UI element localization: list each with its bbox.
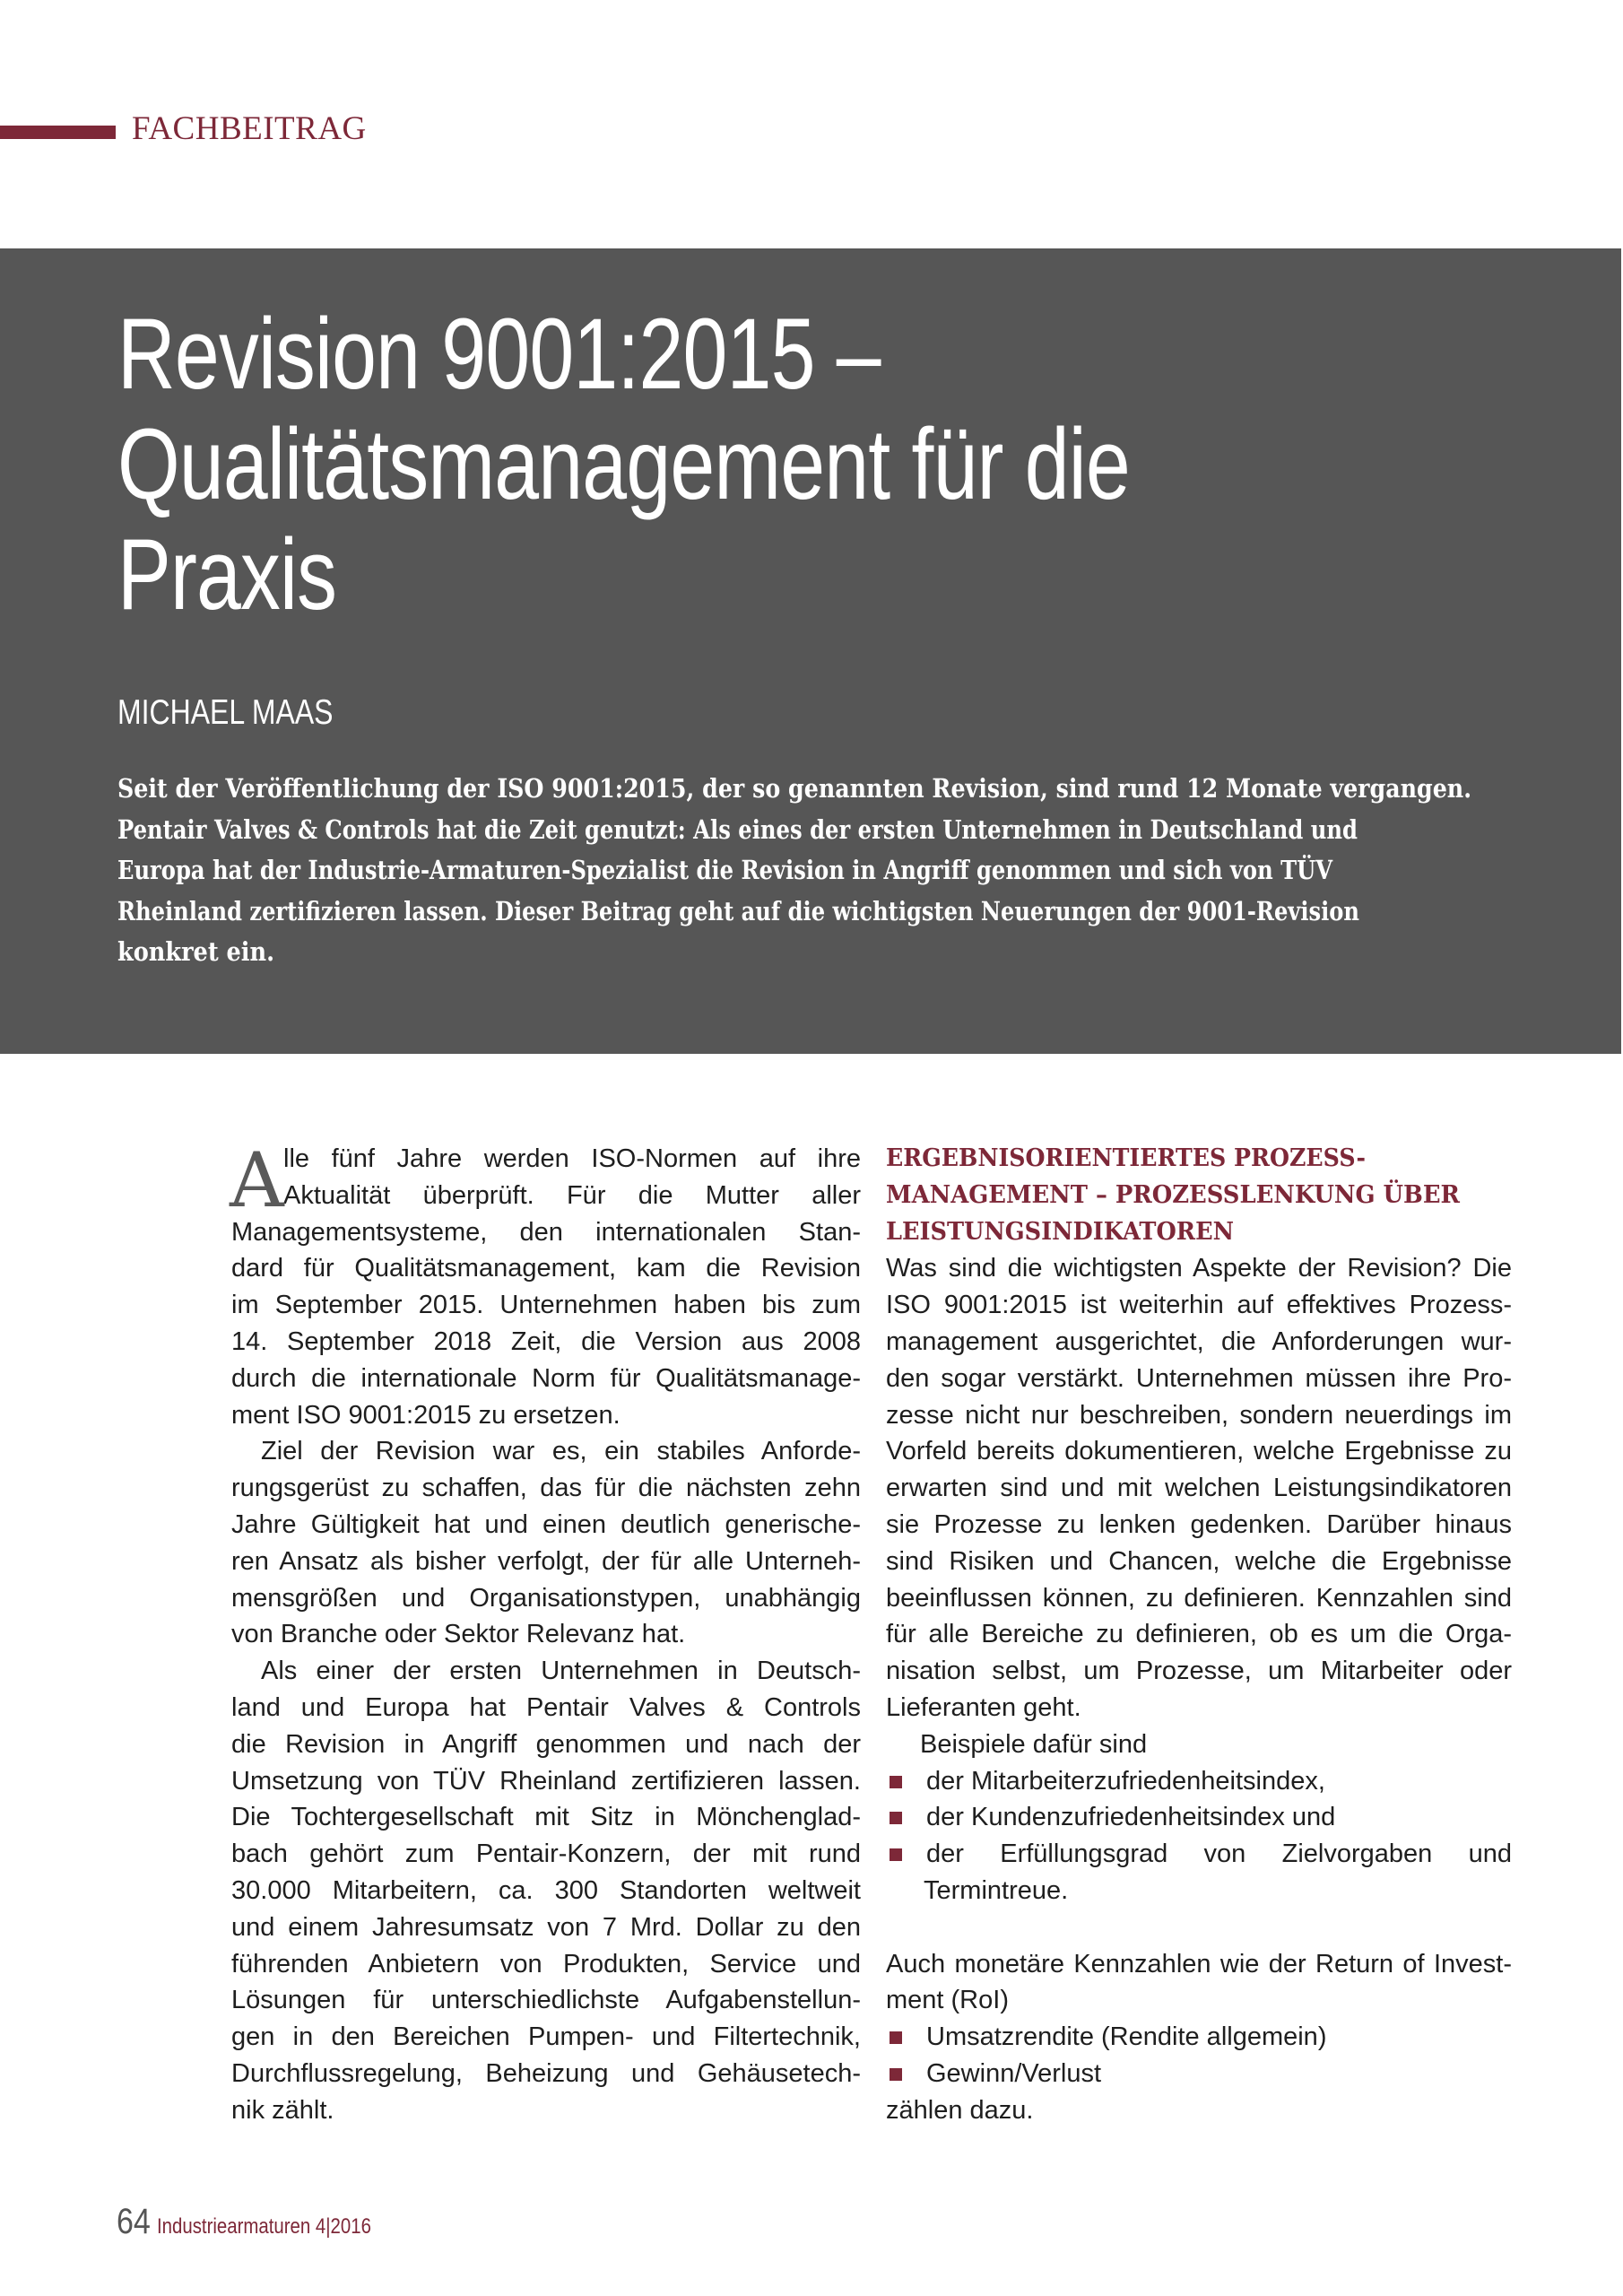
list-item-text: der Erfüllungsgrad von Zielvorgaben und [926,1839,1512,1869]
body-line: im September 2015. Unternehmen haben bis zum [231,1291,861,1320]
body-line: durch die internationale Norm für Qualitätsmanage- [231,1363,861,1393]
title-line: Revision 9001:2015 – [117,298,881,410]
body-line: den sogar verstärkt. Unternehmen müssen ihre Pro- [886,1363,1512,1393]
page-footer [117,2202,409,2242]
body-line: Durchflussregelung, Beheizung und Gehäusetech- [231,2058,861,2088]
body-line: management ausgerichtet, die Anforderungen wur- [886,1326,1512,1356]
section-heading-line: ERGEBNISORIENTIERTES PROZESS- [886,1144,1366,1172]
body-line: zesse nicht nur beschreiben, sondern neuerdings im [886,1400,1512,1430]
body-line: Ziel der Revision war es, ein stabiles Anforde- [261,1437,861,1466]
section-kicker: FACHBEITRAG [132,110,367,147]
body-line: Umsetzung von TÜV Rheinland zertifizieren lassen. [231,1766,861,1796]
body-line: Die Tochtergesellschaft mit Sitz in Mönchenglad- [231,1803,861,1832]
right-column [886,1141,1512,2129]
list-item [886,1763,1512,1800]
body-line: Lösungen für unterschiedlichste Aufgabenstellun- [231,1986,861,2015]
examples-intro: Beispiele dafür sind [920,1729,1148,1759]
list-item [886,1836,1512,1873]
body-line: Jahre Gültigkeit hat und einen deutlich generische- [231,1509,861,1539]
body-line: Vorfeld bereits dokumentieren, welche Ergebnisse zu [886,1437,1512,1466]
section-heading-line: LEISTUNGSINDIKATOREN [886,1217,1235,1246]
list-item-text: der Kundenzufriedenheitsindex und [926,1803,1336,1832]
body-line: sind Risiken und Chancen, welche die Ergebnisse [886,1546,1512,1576]
left-column [230,1136,861,2129]
body-line: land und Europa hat Pentair Valves & Controls [231,1692,861,1722]
author-name: MICHAEL MAAS [117,693,334,732]
list-item [886,1799,1512,1836]
square-bullet-icon [890,1776,902,1788]
square-bullet-icon [890,1848,902,1861]
body-line: Als einer der ersten Unternehmen in Deutsch- [261,1657,861,1686]
square-bullet-icon [890,2031,902,2044]
body-line: führenden Anbietern von Produkten, Service und [231,1949,861,1979]
square-bullet-icon [890,2068,902,2081]
section-heading-line: MANAGEMENT – PROZESSLENKUNG ÜBER [886,1180,1460,1209]
lead-line: Europa hat der Industrie-Armaturen-Spezialist die Revision in Angriff genommen und sich von TÜV [117,855,1333,885]
body-line: Was sind die wichtigsten Aspekte der Revision? Die [886,1254,1512,1283]
body-line: sie Prozesse zu lenken gedenken. Darüber hinaus [886,1509,1512,1539]
lead-line: konkret ein. [117,936,275,967]
body-line: dard für Qualitätsmanagement, kam die Revision [231,1254,861,1283]
lead-paragraph [117,769,1516,973]
body-line: lle fünf Jahre werden ISO-Normen auf ihre [283,1144,861,1173]
body-line: und einem Jahresumsatz von 7 Mrd. Dollar zu den [231,1912,861,1942]
title-line: Praxis [117,518,337,631]
drop-cap: A [230,1136,284,1224]
body-line: rungsgerüst zu schaffen, das für die nächsten zehn [231,1474,861,1503]
list-item [886,2019,1512,2056]
body-line: von Branche oder Sektor Relevanz hat. [231,1620,686,1649]
list-item-text: Umsatzrendite (Rendite allgemein) [926,2022,1327,2052]
body-line: ment (RoI) [886,1986,1009,2015]
body-line: nisation selbst, um Prozesse, um Mitarbeiter oder [886,1657,1512,1686]
body-line: 30.000 Mitarbeitern, ca. 300 Standorten weltweit [231,1875,861,1905]
title-line: Qualitätsmanagement für die [117,408,1130,520]
body-line: Aktualität überprüft. Für die Mutter aller [283,1180,861,1210]
body-line: die Revision in Angriff genommen und nach der [231,1729,861,1759]
list-item [886,2056,1512,2092]
body-line: zählen dazu. [886,2095,1034,2125]
lead-line: Rheinland zertifizieren lassen. Dieser Beitrag geht auf die wichtigsten Neuerungen der 9001-Revision [117,895,1359,926]
body-line: erwarten sind und mit welchen Leistungsindikatoren [886,1474,1512,1503]
body-line: ren Ansatz als bisher verfolgt, der für alle Unterneh- [231,1546,861,1576]
body-line: mensgrößen und Organisationstypen, unabhängig [231,1583,861,1613]
body-line: bach gehört zum Pentair-Konzern, der mit rund [231,1839,861,1869]
spacer [886,1909,1512,1946]
section-rule [0,126,116,139]
lead-line: Pentair Valves & Controls hat die Zeit genutzt: Als eines der ersten Unternehmen in Deutschland und [117,813,1358,845]
publication-issue: Industriearmaturen 4|2016 [156,2214,371,2239]
body-line: Lieferanten geht. [886,1692,1081,1722]
lead-line: Seit der Veröffentlichung der ISO 9001:2015, der so genannten Revision, sind rund 12 Monate vergangen. [117,773,1472,804]
body-line: ment ISO 9001:2015 zu ersetzen. [231,1400,621,1430]
body-line: 14. September 2018 Zeit, die Version aus 2008 [231,1326,861,1356]
square-bullet-icon [890,1812,902,1824]
list-item-continuation: Termintreue. [924,1875,1069,1905]
body-line: beeinflussen können, zu definieren. Kennzahlen sind [886,1583,1512,1613]
list-item-text: Gewinn/Verlust [926,2058,1102,2088]
page-number: 64 [117,2202,151,2241]
body-line: gen in den Bereichen Pumpen- und Filtertechnik, [231,2022,861,2052]
body-line: nik zählt. [231,2095,334,2125]
hero-banner [0,248,1621,1054]
body-line: ISO 9001:2015 ist weiterhin auf effektives Prozess- [886,1291,1512,1320]
body-line: für alle Bereiche zu definieren, ob es um die Orga- [886,1620,1512,1649]
body-line: Managementsysteme, den internationalen Stan- [231,1217,861,1247]
body-line: Auch monetäre Kennzahlen wie der Return of Invest- [886,1949,1512,1979]
list-item-text: der Mitarbeiterzufriedenheitsindex, [926,1766,1325,1796]
article-title [117,299,1462,630]
